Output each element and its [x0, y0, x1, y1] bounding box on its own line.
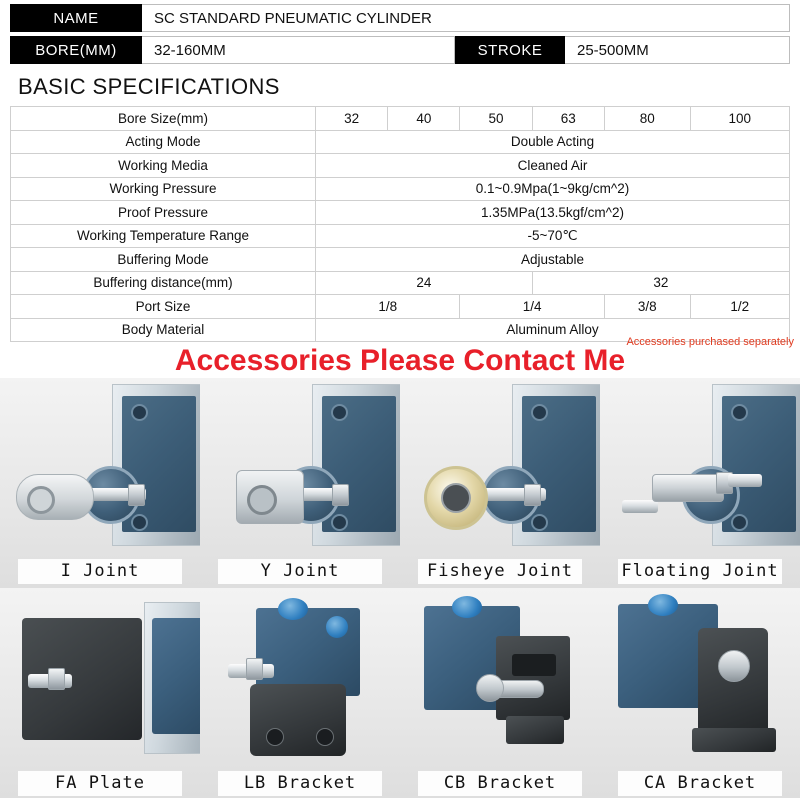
- cb-bracket-photo: [400, 588, 600, 798]
- floating-joint-photo: [600, 378, 800, 588]
- spec-cell: 32: [316, 107, 388, 131]
- name-row: [10, 4, 790, 32]
- fa-plate-photo: [0, 588, 200, 798]
- name-label: NAME: [10, 4, 142, 32]
- accessory-card-cb-bracket[interactable]: [400, 588, 600, 798]
- accessory-caption: CA Bracket: [618, 771, 782, 796]
- spec-table: [10, 106, 790, 342]
- i-joint-photo: [0, 378, 200, 588]
- stroke-value: 25-500MM: [565, 36, 790, 64]
- fisheye-joint-photo: [400, 378, 600, 588]
- spec-row-label: Acting Mode: [11, 130, 316, 154]
- spec-cell: 0.1~0.9Mpa(1~9kg/cm^2): [316, 177, 790, 201]
- spec-row: [11, 248, 790, 272]
- bore-stroke-row: [10, 36, 790, 64]
- spec-cell: 1/4: [460, 295, 604, 319]
- accessory-card-lb-bracket[interactable]: [200, 588, 400, 798]
- header-block: [0, 0, 800, 64]
- spec-row-label: Port Size: [11, 295, 316, 319]
- accessory-caption: CB Bracket: [418, 771, 582, 796]
- spec-row: [11, 154, 790, 178]
- spec-cell: 100: [690, 107, 789, 131]
- spec-cell: 1.35MPa(13.5kgf/cm^2): [316, 201, 790, 225]
- accessory-caption: I Joint: [18, 559, 182, 584]
- spec-row: [11, 177, 790, 201]
- accessory-card-fa-plate[interactable]: [0, 588, 200, 798]
- stroke-label: STROKE: [455, 36, 565, 64]
- accessory-caption: Floating Joint: [618, 559, 782, 584]
- spec-row: [11, 130, 790, 154]
- spec-table-wrap: [0, 106, 800, 342]
- accessory-caption: FA Plate: [18, 771, 182, 796]
- section-title: BASIC SPECIFICATIONS: [18, 74, 280, 99]
- spec-row-label: Proof Pressure: [11, 201, 316, 225]
- spec-row: [11, 107, 790, 131]
- spec-cell: -5~70℃: [316, 224, 790, 248]
- spec-row-label: Buffering distance(mm): [11, 271, 316, 295]
- ca-bracket-photo: [600, 588, 800, 798]
- bore-value: 32-160MM: [142, 36, 455, 64]
- spec-row-label: Working Pressure: [11, 177, 316, 201]
- spec-row-label: Bore Size(mm): [11, 107, 316, 131]
- accessory-caption: LB Bracket: [218, 771, 382, 796]
- spec-cell: 40: [388, 107, 460, 131]
- spec-cell: Adjustable: [316, 248, 790, 272]
- spec-cell: 32: [532, 271, 789, 295]
- spec-cell: 1/2: [690, 295, 789, 319]
- accessories-grid: [0, 378, 800, 798]
- spec-row: [11, 271, 790, 295]
- spec-cell: 50: [460, 107, 532, 131]
- accessory-caption: Y Joint: [218, 559, 382, 584]
- spec-row: [11, 201, 790, 225]
- lb-bracket-photo: [200, 588, 400, 798]
- spec-cell: Double Acting: [316, 130, 790, 154]
- spec-row-label: Working Media: [11, 154, 316, 178]
- accessory-card-fisheye-joint[interactable]: [400, 378, 600, 588]
- accessory-card-y-joint[interactable]: [200, 378, 400, 588]
- spec-row: [11, 295, 790, 319]
- y-joint-photo: [200, 378, 400, 588]
- spec-row-label: Buffering Mode: [11, 248, 316, 272]
- spec-cell: 24: [316, 271, 533, 295]
- spec-row-label: Working Temperature Range: [11, 224, 316, 248]
- spec-row-label: Body Material: [11, 318, 316, 342]
- accessory-card-i-joint[interactable]: [0, 378, 200, 588]
- accessory-caption: Fisheye Joint: [418, 559, 582, 584]
- spec-cell: 80: [604, 107, 690, 131]
- spec-cell: 3/8: [604, 295, 690, 319]
- spec-cell: 63: [532, 107, 604, 131]
- spec-cell: 1/8: [316, 295, 460, 319]
- name-value: SC STANDARD PNEUMATIC CYLINDER: [142, 4, 790, 32]
- bore-label: BORE(MM): [10, 36, 142, 64]
- accessories-note: Accessories purchased separately: [626, 336, 794, 348]
- spec-row: [11, 224, 790, 248]
- accessory-card-floating-joint[interactable]: [600, 378, 800, 588]
- spec-cell: Cleaned Air: [316, 154, 790, 178]
- spec-cell: Aluminum Alloy: [316, 318, 790, 342]
- accessory-card-ca-bracket[interactable]: [600, 588, 800, 798]
- accessories-title: Accessories Please Contact Me: [174, 344, 626, 377]
